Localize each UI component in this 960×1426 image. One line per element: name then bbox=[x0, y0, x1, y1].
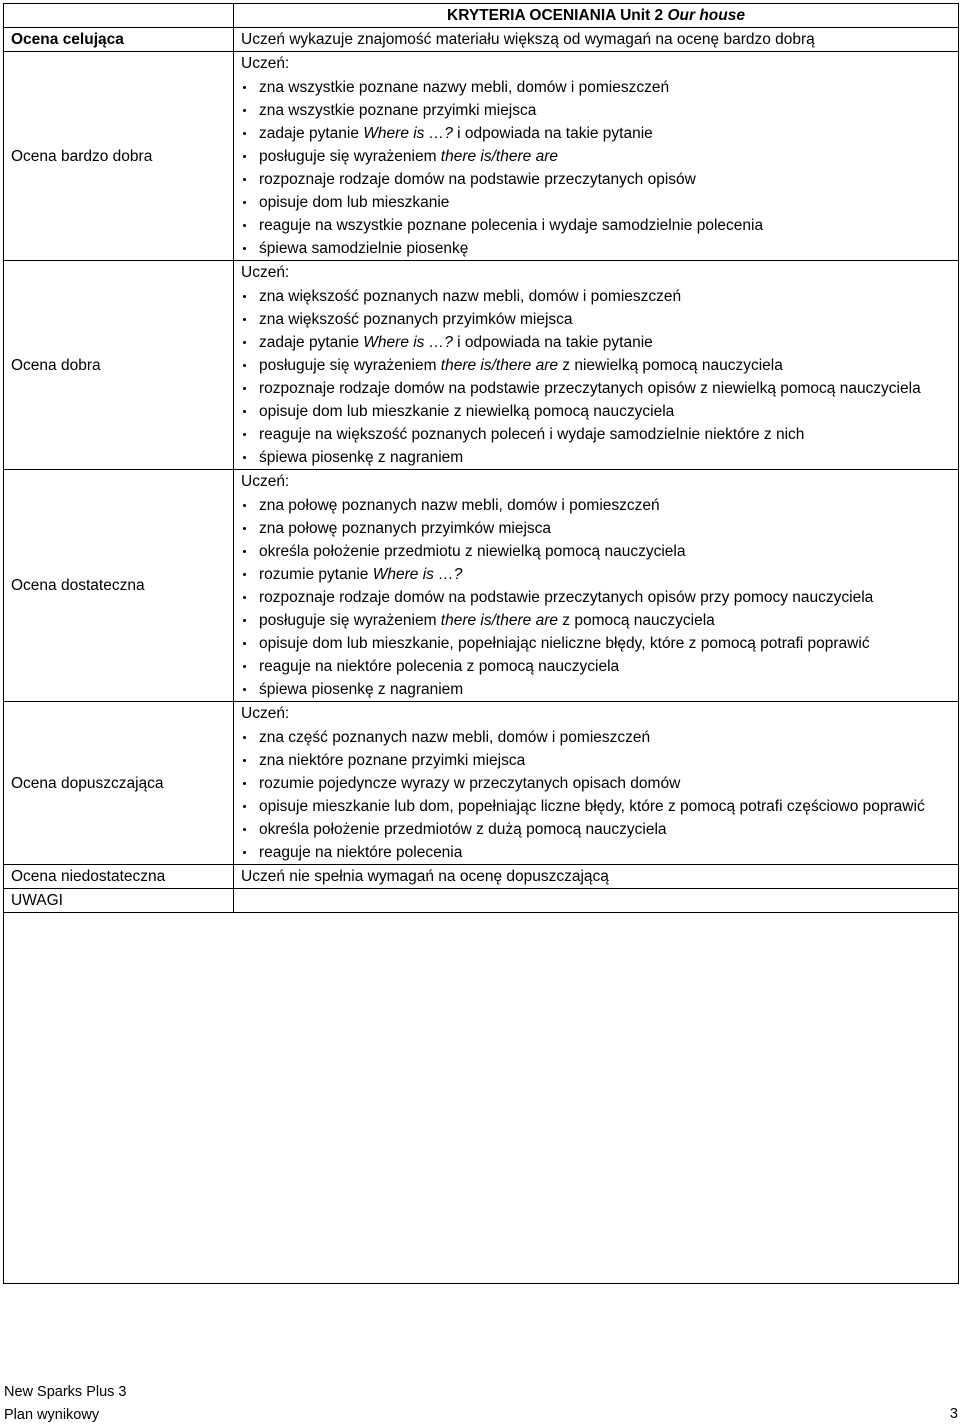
criteria-text: posługuje się wyrażeniem bbox=[259, 357, 441, 374]
criteria-list bbox=[241, 76, 958, 260]
criteria-item bbox=[241, 494, 958, 517]
criteria-text: z pomocą nauczyciela bbox=[557, 612, 715, 629]
title-row bbox=[4, 4, 959, 28]
criteria-list bbox=[241, 494, 958, 701]
page-number: 3 bbox=[949, 1406, 958, 1422]
grade-row bbox=[4, 52, 959, 261]
criteria-item bbox=[241, 818, 958, 841]
criteria-text: zna niektóre poznane przyimki miejsca bbox=[259, 752, 526, 769]
criteria-text: rozumie pojedyncze wyrazy w przeczytanych opisach domów bbox=[259, 775, 681, 792]
criteria-list bbox=[241, 285, 958, 469]
grade-name: Ocena dostateczna bbox=[4, 470, 234, 702]
criteria-text: posługuje się wyrażeniem bbox=[259, 612, 441, 629]
criteria-text: rozpoznaje rodzaje domów na podstawie przeczytanych opisów z niewielką pomocą nauczyciela bbox=[259, 380, 921, 397]
criteria-text: z niewielką pomocą nauczyciela bbox=[557, 357, 783, 374]
criteria-text: określa położenie przedmiotu z niewielką pomocą nauczyciela bbox=[259, 543, 686, 560]
criteria-item bbox=[241, 168, 958, 191]
criteria-item bbox=[241, 285, 958, 308]
criteria-text: zna połowę poznanych przyimków miejsca bbox=[259, 520, 552, 537]
criteria-text: zadaje pytanie bbox=[259, 334, 364, 351]
criteria-text: rozumie pytanie bbox=[259, 566, 373, 583]
grade-name: Ocena dobra bbox=[4, 261, 234, 470]
criteria-text: reaguje na niektóre polecenia z pomocą nauczyciela bbox=[259, 658, 620, 675]
criteria-lead: Uczeń: bbox=[241, 264, 290, 281]
table-title bbox=[234, 4, 959, 28]
criteria-item bbox=[241, 772, 958, 795]
criteria-text: i odpowiada na takie pytanie bbox=[452, 334, 653, 351]
criteria-cell bbox=[234, 702, 959, 865]
title-blank-cell bbox=[4, 4, 234, 28]
criteria-lead: Uczeń wykazuje znajomość materiału większą od wymagań na ocenę bardzo dobrą bbox=[241, 31, 815, 48]
criteria-text: zna większość poznanych przyimków miejsca bbox=[259, 311, 573, 328]
criteria-text: śpiewa samodzielnie piosenkę bbox=[259, 240, 469, 257]
criteria-text: zna wszystkie poznane przyimki miejsca bbox=[259, 102, 537, 119]
criteria-text: opisuje mieszkanie lub dom, popełniając liczne błędy, które z pomocą potrafi częściowo poprawić bbox=[259, 798, 925, 815]
criteria-text: posługuje się wyrażeniem bbox=[259, 148, 441, 165]
criteria-item bbox=[241, 517, 958, 540]
criteria-item bbox=[241, 609, 958, 632]
title-prefix: KRYTERIA OCENIANIA Unit 2 bbox=[447, 7, 668, 24]
criteria-cell bbox=[234, 52, 959, 261]
criteria-text: śpiewa piosenkę z nagraniem bbox=[259, 681, 464, 698]
criteria-text: określa położenie przedmiotów z dużą pomocą nauczyciela bbox=[259, 821, 667, 838]
criteria-item bbox=[241, 145, 958, 168]
criteria-text: śpiewa piosenkę z nagraniem bbox=[259, 449, 464, 466]
criteria-text: reaguje na większość poznanych poleceń i wydaje samodzielnie niektóre z nich bbox=[259, 426, 805, 443]
criteria-item bbox=[241, 308, 958, 331]
criteria-item bbox=[241, 586, 958, 609]
grade-row bbox=[4, 28, 959, 52]
criteria-item bbox=[241, 423, 958, 446]
criteria-cell bbox=[234, 261, 959, 470]
criteria-text: zna część poznanych nazw mebli, domów i pomieszczeń bbox=[259, 729, 651, 746]
criteria-text: opisuje dom lub mieszkanie, popełniając nieliczne błędy, które z pomocą potrafi poprawić bbox=[259, 635, 870, 652]
criteria-lead: Uczeń nie spełnia wymagań na ocenę dopuszczającą bbox=[241, 868, 609, 885]
footer-doc-title: Plan wynikowy bbox=[4, 1407, 100, 1423]
footer-series: New Sparks Plus 3 bbox=[4, 1384, 127, 1400]
grade-name: Ocena niedostateczna bbox=[4, 865, 234, 889]
grading-criteria-table bbox=[3, 3, 959, 1284]
criteria-item bbox=[241, 446, 958, 469]
criteria-text: zadaje pytanie bbox=[259, 125, 364, 142]
grade-name: Ocena bardzo dobra bbox=[4, 52, 234, 261]
criteria-item bbox=[241, 632, 958, 655]
criteria-item bbox=[241, 237, 958, 260]
criteria-text: i odpowiada na takie pytanie bbox=[452, 125, 653, 142]
criteria-item bbox=[241, 540, 958, 563]
criteria-text: opisuje dom lub mieszkanie bbox=[259, 194, 450, 211]
grade-name: Ocena celująca bbox=[4, 28, 234, 52]
criteria-text: zna wszystkie poznane nazwy mebli, domów i pomieszczeń bbox=[259, 79, 670, 96]
criteria-lead: Uczeń: bbox=[241, 55, 290, 72]
remarks-space bbox=[4, 913, 959, 1284]
criteria-text: rozpoznaje rodzaje domów na podstawie przeczytanych opisów bbox=[259, 171, 696, 188]
criteria-item bbox=[241, 122, 958, 145]
remarks-label: UWAGI bbox=[4, 889, 234, 913]
criteria-lead: Uczeń: bbox=[241, 705, 290, 722]
criteria-item bbox=[241, 563, 958, 586]
criteria-item bbox=[241, 726, 958, 749]
grade-row bbox=[4, 470, 959, 702]
criteria-item bbox=[241, 214, 958, 237]
criteria-text: there is/there are bbox=[440, 148, 558, 165]
criteria-item bbox=[241, 400, 958, 423]
criteria-text: there is/there are bbox=[440, 357, 558, 374]
grade-row bbox=[4, 702, 959, 865]
grade-row bbox=[4, 261, 959, 470]
criteria-text: Where is …? bbox=[363, 334, 453, 351]
criteria-item bbox=[241, 841, 958, 864]
grade-name: Ocena dopuszczająca bbox=[4, 702, 234, 865]
criteria-item bbox=[241, 331, 958, 354]
remarks-row bbox=[4, 889, 959, 913]
criteria-item bbox=[241, 99, 958, 122]
remarks-space-row bbox=[4, 913, 959, 1284]
criteria-item bbox=[241, 354, 958, 377]
title-italic: Our house bbox=[667, 7, 745, 24]
criteria-item bbox=[241, 655, 958, 678]
criteria-text: opisuje dom lub mieszkanie z niewielką pomocą nauczyciela bbox=[259, 403, 675, 420]
criteria-item bbox=[241, 749, 958, 772]
criteria-text: zna połowę poznanych nazw mebli, domów i pomieszczeń bbox=[259, 497, 660, 514]
grade-row bbox=[4, 865, 959, 889]
criteria-text: Where is …? bbox=[363, 125, 453, 142]
criteria-text: zna większość poznanych nazw mebli, domów i pomieszczeń bbox=[259, 288, 682, 305]
criteria-text: there is/there are bbox=[440, 612, 558, 629]
criteria-text: Where is …? bbox=[372, 566, 463, 583]
criteria-item bbox=[241, 377, 958, 400]
criteria-lead: Uczeń: bbox=[241, 473, 290, 490]
criteria-list bbox=[241, 726, 958, 864]
criteria-cell bbox=[234, 865, 959, 889]
criteria-cell bbox=[234, 28, 959, 52]
remarks-content bbox=[234, 889, 959, 913]
criteria-item bbox=[241, 795, 958, 818]
criteria-cell bbox=[234, 470, 959, 702]
criteria-text: rozpoznaje rodzaje domów na podstawie przeczytanych opisów przy pomocy nauczyciela bbox=[259, 589, 874, 606]
criteria-text: reaguje na niektóre polecenia bbox=[259, 844, 463, 861]
criteria-item bbox=[241, 191, 958, 214]
criteria-item bbox=[241, 678, 958, 701]
criteria-item bbox=[241, 76, 958, 99]
criteria-text: reaguje na wszystkie poznane polecenia i wydaje samodzielnie polecenia bbox=[259, 217, 764, 234]
